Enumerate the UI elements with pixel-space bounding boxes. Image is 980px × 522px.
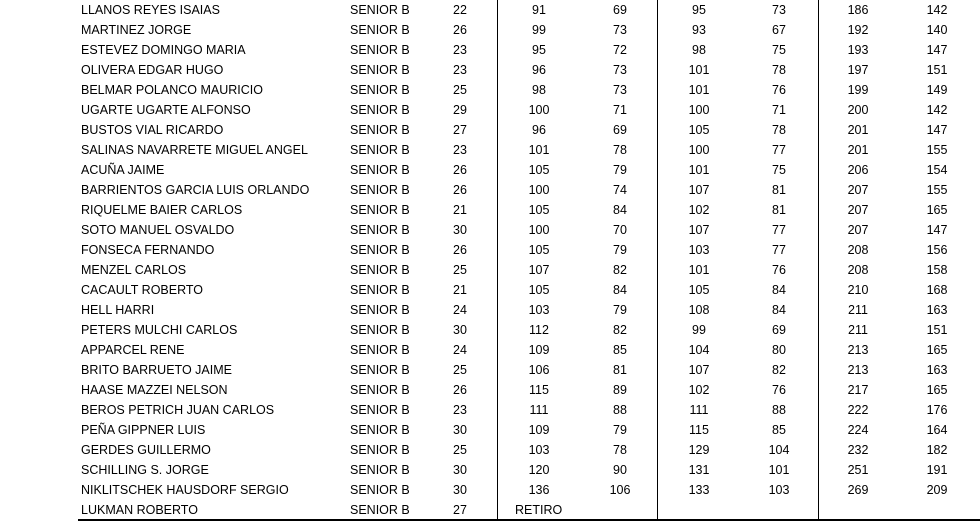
table-row [0,420,980,440]
total-net-cell: 142 [926,3,948,17]
handicap-cell: 22 [453,3,467,17]
round1-gross-cell: 91 [532,3,546,17]
category-cell: SENIOR B [350,203,410,217]
handicap-cell: 30 [453,483,467,497]
total-gross-cell: 207 [847,183,869,197]
table-bottom-border [78,519,980,521]
table-row [0,300,980,320]
round2-net-cell: 104 [768,443,790,457]
round1-net-cell: 84 [613,283,627,297]
handicap-cell: 29 [453,103,467,117]
handicap-cell: 26 [453,183,467,197]
category-cell: SENIOR B [350,423,410,437]
round2-gross-cell: 101 [688,63,710,77]
handicap-cell: 25 [453,443,467,457]
total-gross-cell: 269 [847,483,869,497]
round1-net-cell: 79 [613,303,627,317]
total-net-cell: 155 [926,143,948,157]
round1-net-cell: 70 [613,223,627,237]
player-name-cell: FONSECA FERNANDO [81,243,215,257]
player-name-cell: BEROS PETRICH JUAN CARLOS [81,403,275,417]
round2-gross-cell: 115 [689,423,709,437]
total-net-cell: 165 [926,343,948,357]
total-net-cell: 163 [926,363,948,377]
round1-gross-cell: 109 [528,343,550,357]
round2-gross-cell: 129 [688,443,710,457]
round2-net-cell: 77 [772,223,786,237]
total-net-cell: 156 [926,243,948,257]
round1-gross-cell: 105 [528,243,550,257]
player-name-cell: MENZEL CARLOS [81,263,187,277]
round2-gross-cell: 95 [692,3,706,17]
round1-net-cell: 90 [613,463,627,477]
category-cell: SENIOR B [350,303,410,317]
player-name-cell: OLIVERA EDGAR HUGO [81,63,224,77]
round1-gross-cell: 103 [528,303,550,317]
round1-gross-cell: 105 [528,163,550,177]
round1-net-cell: 82 [613,323,627,337]
round1-net-cell: 72 [613,43,627,57]
round2-gross-cell: 111 [689,403,709,417]
round1-net-cell: 73 [613,63,627,77]
round1-net-cell: 73 [613,23,627,37]
round1-net-cell: 88 [613,403,627,417]
category-cell: SENIOR B [350,503,410,517]
total-net-cell: 191 [926,463,948,477]
round2-net-cell: 75 [772,43,786,57]
round2-net-cell: 77 [772,143,786,157]
category-cell: SENIOR B [350,243,410,257]
round1-net-cell: 82 [613,263,627,277]
round2-net-cell: 101 [768,463,790,477]
handicap-cell: 23 [453,63,467,77]
category-cell: SENIOR B [350,463,410,477]
handicap-cell: 27 [453,123,467,137]
round1-gross-cell: 101 [528,143,550,157]
player-name-cell: LLANOS REYES ISAIAS [81,3,220,17]
round2-net-cell: 80 [772,343,786,357]
table-row [0,460,980,480]
round1-net-cell: 89 [613,383,627,397]
total-gross-cell: 207 [847,223,869,237]
category-cell: SENIOR B [350,483,410,497]
table-row [0,500,980,520]
category-cell: SENIOR B [350,43,410,57]
category-cell: SENIOR B [350,123,410,137]
handicap-cell: 23 [453,403,467,417]
handicap-cell: 26 [453,163,467,177]
table-row [0,480,980,500]
round1-net-cell: 79 [613,163,627,177]
round1-gross-cell: 115 [529,383,549,397]
round1-gross-cell: 112 [529,323,549,337]
handicap-cell: 23 [453,143,467,157]
total-net-cell: 182 [926,443,948,457]
category-cell: SENIOR B [350,83,410,97]
player-name-cell: SOTO MANUEL OSVALDO [81,223,235,237]
category-cell: SENIOR B [350,283,410,297]
category-cell: SENIOR B [350,363,410,377]
category-cell: SENIOR B [350,323,410,337]
total-gross-cell: 211 [848,303,868,317]
handicap-cell: 25 [453,363,467,377]
total-gross-cell: 210 [847,283,869,297]
handicap-cell: 30 [453,463,467,477]
table-row [0,360,980,380]
category-cell: SENIOR B [350,143,410,157]
category-cell: SENIOR B [350,383,410,397]
total-gross-cell: 193 [847,43,869,57]
table-row [0,240,980,260]
player-name-cell: BRITO BARRUETO JAIME [81,363,232,377]
table-row [0,200,980,220]
player-name-cell: RIQUELME BAIER CARLOS [81,203,243,217]
total-gross-cell: 224 [847,423,869,437]
round1-gross-cell: 96 [532,123,546,137]
round2-net-cell: 71 [772,103,786,117]
round1-gross-cell: 99 [532,23,546,37]
round1-gross-cell: 107 [528,263,550,277]
round2-net-cell: 84 [772,283,786,297]
round1-net-cell: 78 [613,443,627,457]
category-cell: SENIOR B [350,63,410,77]
handicap-cell: 30 [453,323,467,337]
total-net-cell: 165 [926,203,948,217]
round2-gross-cell: 100 [688,103,710,117]
handicap-cell: 27 [453,503,467,517]
category-cell: SENIOR B [350,163,410,177]
round2-net-cell: 82 [772,363,786,377]
total-gross-cell: 217 [847,383,869,397]
total-net-cell: 142 [926,103,948,117]
round2-net-cell: 73 [772,3,786,17]
handicap-cell: 24 [453,303,467,317]
round2-gross-cell: 131 [688,463,710,477]
total-gross-cell: 251 [847,463,869,477]
handicap-cell: 24 [453,343,467,357]
status-cell: RETIRO [515,503,563,517]
round1-net-cell: 81 [613,363,627,377]
category-cell: SENIOR B [350,443,410,457]
player-name-cell: NIKLITSCHEK HAUSDORF SERGIO [81,483,289,497]
category-cell: SENIOR B [350,3,410,17]
category-cell: SENIOR B [350,103,410,117]
player-name-cell: APPARCEL RENE [81,343,185,357]
table-row [0,440,980,460]
round1-net-cell: 106 [609,483,631,497]
total-net-cell: 163 [926,303,948,317]
round2-gross-cell: 101 [688,263,710,277]
total-net-cell: 147 [926,223,948,237]
total-net-cell: 147 [926,43,948,57]
round2-net-cell: 81 [772,183,786,197]
round1-gross-cell: 96 [532,63,546,77]
round2-net-cell: 69 [772,323,786,337]
round2-net-cell: 67 [772,23,786,37]
table-row [0,260,980,280]
round1-gross-cell: 136 [528,483,550,497]
total-net-cell: 176 [926,403,948,417]
round1-gross-cell: 103 [528,443,550,457]
round1-gross-cell: 100 [528,223,550,237]
total-gross-cell: 222 [847,403,869,417]
total-gross-cell: 211 [848,323,868,337]
round2-net-cell: 85 [772,423,786,437]
total-gross-cell: 199 [847,83,869,97]
handicap-cell: 26 [453,23,467,37]
table-row [0,60,980,80]
round1-gross-cell: 100 [528,183,550,197]
player-name-cell: GERDES GUILLERMO [81,443,211,457]
total-gross-cell: 201 [847,143,869,157]
round2-gross-cell: 105 [688,283,710,297]
total-net-cell: 151 [926,323,948,337]
round2-net-cell: 76 [772,383,786,397]
table-row [0,100,980,120]
total-net-cell: 151 [926,63,948,77]
handicap-cell: 30 [453,423,467,437]
round1-gross-cell: 111 [529,403,549,417]
total-net-cell: 164 [926,423,948,437]
round1-net-cell: 73 [613,83,627,97]
handicap-cell: 30 [453,223,467,237]
total-gross-cell: 207 [847,203,869,217]
total-net-cell: 155 [926,183,948,197]
table-row [0,80,980,100]
player-name-cell: SCHILLING S. JORGE [81,463,209,477]
category-cell: SENIOR B [350,23,410,37]
round1-net-cell: 69 [613,3,627,17]
player-name-cell: PEÑA GIPPNER LUIS [81,423,206,437]
total-gross-cell: 186 [847,3,869,17]
handicap-cell: 26 [453,383,467,397]
round2-gross-cell: 93 [692,23,706,37]
round2-gross-cell: 105 [688,123,710,137]
round1-net-cell: 79 [613,423,627,437]
round2-gross-cell: 107 [688,183,710,197]
player-name-cell: BUSTOS VIAL RICARDO [81,123,224,137]
round2-net-cell: 88 [772,403,786,417]
player-name-cell: LUKMAN ROBERTO [81,503,198,517]
category-cell: SENIOR B [350,183,410,197]
table-row [0,20,980,40]
player-name-cell: BELMAR POLANCO MAURICIO [81,83,263,97]
total-net-cell: 147 [926,123,948,137]
round1-gross-cell: 98 [532,83,546,97]
round1-net-cell: 69 [613,123,627,137]
round2-gross-cell: 102 [688,383,710,397]
round2-gross-cell: 104 [688,343,710,357]
total-net-cell: 158 [926,263,948,277]
round1-net-cell: 71 [613,103,627,117]
table-row [0,400,980,420]
round2-net-cell: 78 [772,63,786,77]
round2-net-cell: 76 [772,83,786,97]
round2-net-cell: 76 [772,263,786,277]
round1-gross-cell: 109 [528,423,550,437]
total-net-cell: 168 [926,283,948,297]
round2-gross-cell: 133 [688,483,710,497]
player-name-cell: BARRIENTOS GARCIA LUIS ORLANDO [81,183,310,197]
category-cell: SENIOR B [350,403,410,417]
round2-gross-cell: 101 [688,163,710,177]
round1-gross-cell: 95 [532,43,546,57]
round2-gross-cell: 99 [692,323,706,337]
table-row [0,160,980,180]
total-gross-cell: 213 [847,363,869,377]
table-row [0,120,980,140]
total-gross-cell: 213 [847,343,869,357]
handicap-cell: 21 [453,203,467,217]
player-name-cell: UGARTE UGARTE ALFONSO [81,103,251,117]
total-net-cell: 154 [926,163,948,177]
table-row [0,220,980,240]
total-gross-cell: 232 [847,443,869,457]
category-cell: SENIOR B [350,343,410,357]
round1-gross-cell: 100 [528,103,550,117]
round2-net-cell: 103 [768,483,790,497]
total-gross-cell: 200 [847,103,869,117]
player-name-cell: CACAULT ROBERTO [81,283,204,297]
handicap-cell: 23 [453,43,467,57]
table-row [0,40,980,60]
total-gross-cell: 206 [847,163,869,177]
total-net-cell: 149 [926,83,948,97]
round1-gross-cell: 105 [528,203,550,217]
table-row [0,140,980,160]
player-name-cell: SALINAS NAVARRETE MIGUEL ANGEL [81,143,308,157]
round1-gross-cell: 120 [528,463,550,477]
total-gross-cell: 208 [847,263,869,277]
round1-gross-cell: 106 [528,363,550,377]
handicap-cell: 26 [453,243,467,257]
player-name-cell: ESTEVEZ DOMINGO MARIA [81,43,246,57]
round1-net-cell: 74 [613,183,627,197]
player-name-cell: HAASE MAZZEI NELSON [81,383,228,397]
round2-gross-cell: 98 [692,43,706,57]
round2-net-cell: 78 [772,123,786,137]
round2-net-cell: 81 [772,203,786,217]
total-gross-cell: 201 [847,123,869,137]
table-row [0,380,980,400]
round2-gross-cell: 100 [688,143,710,157]
player-name-cell: ACUÑA JAIME [81,163,165,177]
total-gross-cell: 208 [847,243,869,257]
category-cell: SENIOR B [350,223,410,237]
handicap-cell: 25 [453,263,467,277]
round2-gross-cell: 103 [688,243,710,257]
round2-net-cell: 77 [772,243,786,257]
round2-gross-cell: 107 [688,223,710,237]
total-net-cell: 165 [926,383,948,397]
table-row [0,340,980,360]
total-gross-cell: 197 [847,63,869,77]
round1-gross-cell: 105 [528,283,550,297]
player-name-cell: MARTINEZ JORGE [81,23,192,37]
handicap-cell: 21 [453,283,467,297]
round2-gross-cell: 107 [688,363,710,377]
category-cell: SENIOR B [350,263,410,277]
round1-net-cell: 84 [613,203,627,217]
player-name-cell: HELL HARRI [81,303,155,317]
round2-gross-cell: 108 [688,303,710,317]
total-net-cell: 209 [926,483,948,497]
player-name-cell: PETERS MULCHI CARLOS [81,323,238,337]
round1-net-cell: 85 [613,343,627,357]
round2-gross-cell: 101 [688,83,710,97]
handicap-cell: 25 [453,83,467,97]
total-gross-cell: 192 [847,23,869,37]
round2-net-cell: 84 [772,303,786,317]
table-row [0,0,980,20]
table-row [0,180,980,200]
round1-net-cell: 78 [613,143,627,157]
table-row [0,320,980,340]
round2-gross-cell: 102 [688,203,710,217]
round1-net-cell: 79 [613,243,627,257]
total-net-cell: 140 [926,23,948,37]
table-row [0,280,980,300]
round2-net-cell: 75 [772,163,786,177]
